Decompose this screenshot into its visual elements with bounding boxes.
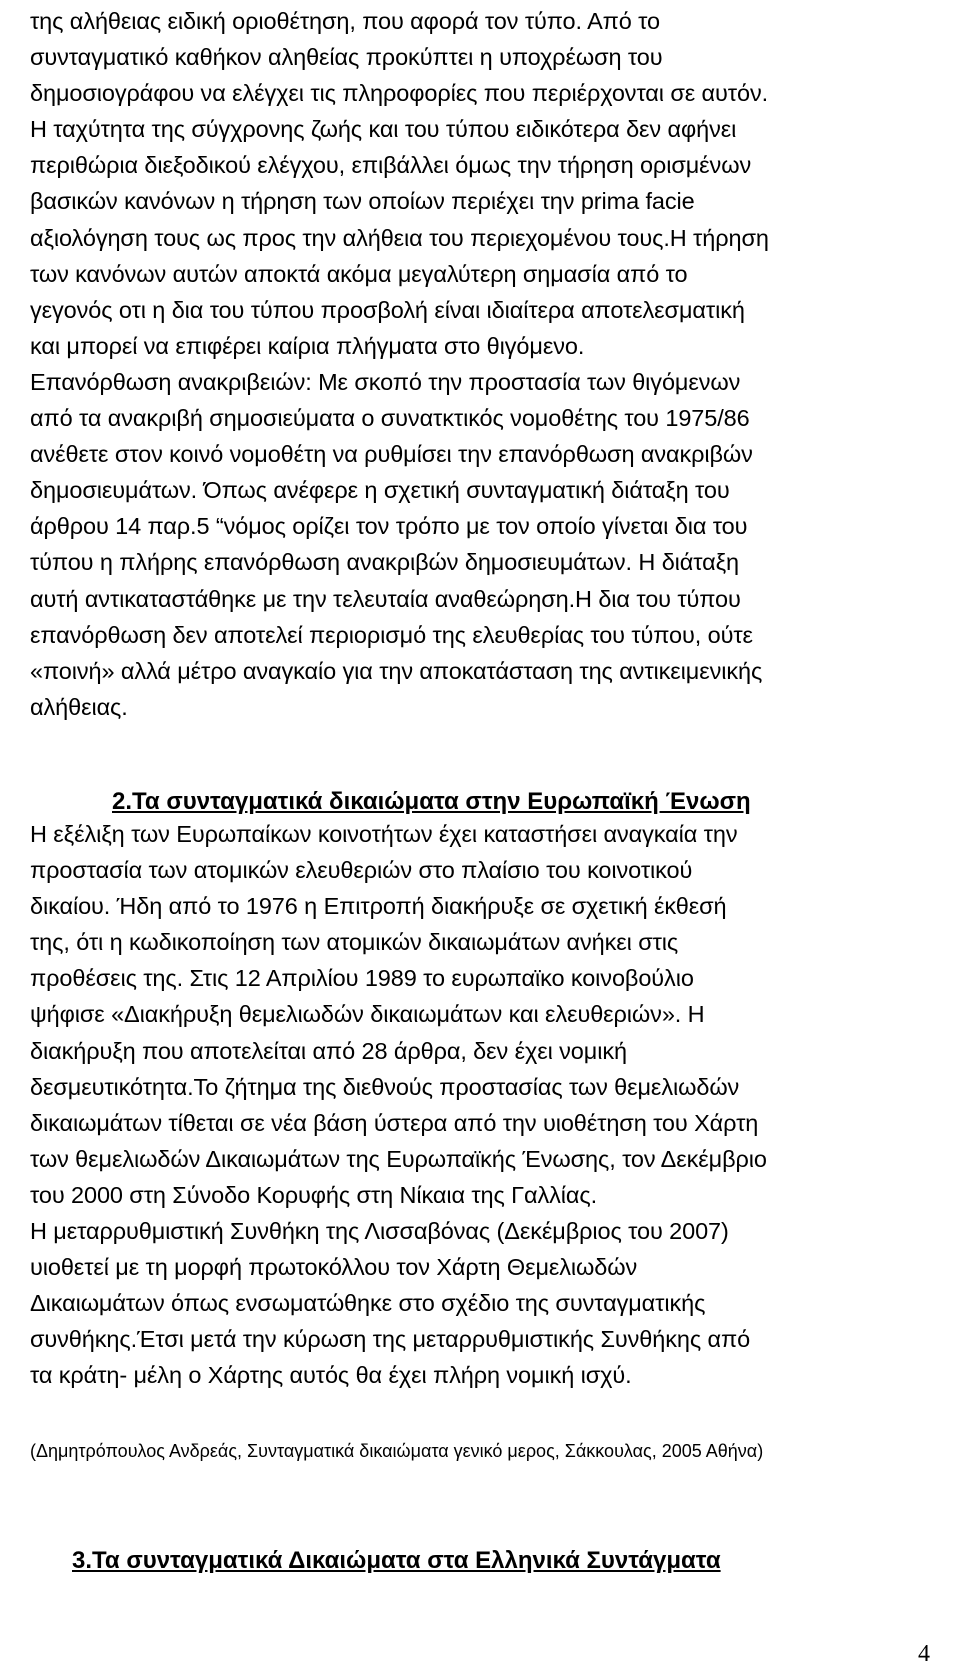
text-line: διακήρυξη που αποτελείται από 28 άρθρα, δεν έχει νομική xyxy=(30,1037,627,1064)
text-line: τα κράτη- μέλη ο Χάρτης αυτός θα έχει πλήρη νομική ισχύ. xyxy=(30,1362,632,1389)
text-line: δικαιωμάτων τίθεται σε νέα βάση ύστερα από την υιοθέτηση του Χάρτη xyxy=(30,1109,759,1136)
text-line: της, ότι η κωδικοποίηση των ατομικών δικαιωμάτων ανήκει στις xyxy=(30,929,679,956)
text-line: άρθρου 14 παρ.5 “νόμος ορίζει τον τρόπο με τον οποίο γίνεται δια του xyxy=(30,513,748,540)
text-line: αξιολόγηση τους ως προς την αλήθεια του περιεχομένου τους.Η τήρηση xyxy=(30,224,769,251)
text-line: Επανόρθωση ανακριβειών: Με σκοπό την προστασία των θιγόμενων xyxy=(30,368,741,395)
text-line: τύπου η πλήρης επανόρθωση ανακριβών δημοσιευμάτων. Η διάταξη xyxy=(30,549,740,576)
text-line: Η μεταρρυθμιστική Συνθήκη της Λισσαβόνας (Δεκέμβριος του 2007) xyxy=(30,1218,729,1245)
text-line: προστασία των ατομικών ελευθεριών στο πλαίσιο του κοινοτικού xyxy=(30,857,693,884)
text-line: ψήφισε «Διακήρυξη θεμελιωδών δικαιωμάτων και ελευθεριών». Η xyxy=(30,1001,705,1028)
text-line: Δικαιωμάτων όπως ενσωματώθηκε στο σχέδιο της συνταγματικής xyxy=(30,1290,706,1317)
text-line: του 2000 στη Σύνοδο Κορυφής στη Νίκαια της Γαλλίας. xyxy=(30,1181,598,1208)
text-line: «ποινή» αλλά μέτρο αναγκαίο για την αποκατάσταση της αντικειμενικής xyxy=(30,657,763,684)
text-line: υιοθετεί με τη μορφή πρωτοκόλλου τον Χάρτη Θεμελιωδών xyxy=(30,1254,638,1281)
text-line: δημοσιευμάτων. Όπως ανέφερε η σχετική συνταγματική διάταξη του xyxy=(30,477,730,504)
body-text-top xyxy=(30,3,930,725)
section-heading: 3.Τα συνταγματικά Δικαιώματα στα Ελληνικά Συντάγματα xyxy=(72,1547,721,1574)
text-line: ανέθετε στον κοινό νομοθέτη να ρυθμίσει την επανόρθωση ανακριβών xyxy=(30,441,753,468)
text-line: των κανόνων αυτών αποκτά ακόμα μεγαλύτερη σημασία από το xyxy=(30,260,688,287)
text-line: αλήθειας. xyxy=(30,693,128,720)
body-text-section2 xyxy=(30,816,930,1394)
text-line: δεσμευτικότητα.Το ζήτημα της διεθνούς προστασίας των θεμελιωδών xyxy=(30,1073,740,1100)
page-number: 4 xyxy=(918,1641,930,1667)
text-line: των θεμελιωδών Δικαιωμάτων της Ευρωπαϊκής Ένωσης, τον Δεκέμβριο xyxy=(30,1145,767,1172)
text-line: της αλήθειας ειδική οριοθέτηση, που αφορά τον τύπο. Από το xyxy=(30,8,660,34)
text-line: Η εξέλιξη των Ευρωπαίκων κοινοτήτων έχει καταστήσει αναγκαία την xyxy=(30,821,738,847)
text-line: προθέσεις της. Στις 12 Απριλίου 1989 το ευρωπαϊκο κοινοβούλιο xyxy=(30,965,694,992)
text-line: συνθήκης.Έτσι μετά την κύρωση της μεταρρυθμιστικής Συνθήκης από xyxy=(30,1326,751,1353)
text-line: περιθώρια διεξοδικού ελέγχου, επιβάλλει όμως την τήρηση ορισμένων xyxy=(30,152,752,179)
text-line: Η ταχύτητα της σύγχρονης ζωής και του τύπου ειδικότερα δεν αφήνει xyxy=(30,116,737,143)
text-line: δημοσιογράφου να ελέγχει τις πληροφορίες που περιέρχονται σε αυτόν. xyxy=(30,80,769,107)
citation: (Δημητρόπουλος Ανδρεάς, Συνταγματικά δικαιώματα γενικό μερος, Σάκκουλας, 2005 Αθήνα) xyxy=(30,1441,764,1461)
section-heading: 2.Τα συνταγματικά δικαιώματα στην Ευρωπαϊκή Ένωση xyxy=(112,788,751,815)
text-line: από τα ανακριβή σημοσιεύματα ο συνατκτικός νομοθέτης του 1975/86 xyxy=(30,405,750,432)
text-line: συνταγματικό καθήκον αληθείας προκύπτει η υποχρέωση του xyxy=(30,44,663,71)
text-line: επανόρθωση δεν αποτελεί περιορισμό της ελευθερίας του τύπου, ούτε xyxy=(30,621,753,648)
text-line: αυτή αντικαταστάθηκε με την τελευταία αναθεώρηση.Η δια του τύπου xyxy=(30,585,741,612)
text-line: και μπορεί να επιφέρει καίρια πλήγματα στο θιγόμενο. xyxy=(30,332,585,359)
text-line: γεγονός οτι η δια του τύπου προσβολή είναι ιδιαίτερα αποτελεσματική xyxy=(30,296,745,323)
text-line: δικαίου. Ήδη από το 1976 η Επιτροπή διακήρυξε σε σχετική έκθεσή xyxy=(30,893,727,920)
text-line: βασικών κανόνων η τήρηση των οποίων περιέχει την prima facie xyxy=(30,188,695,215)
